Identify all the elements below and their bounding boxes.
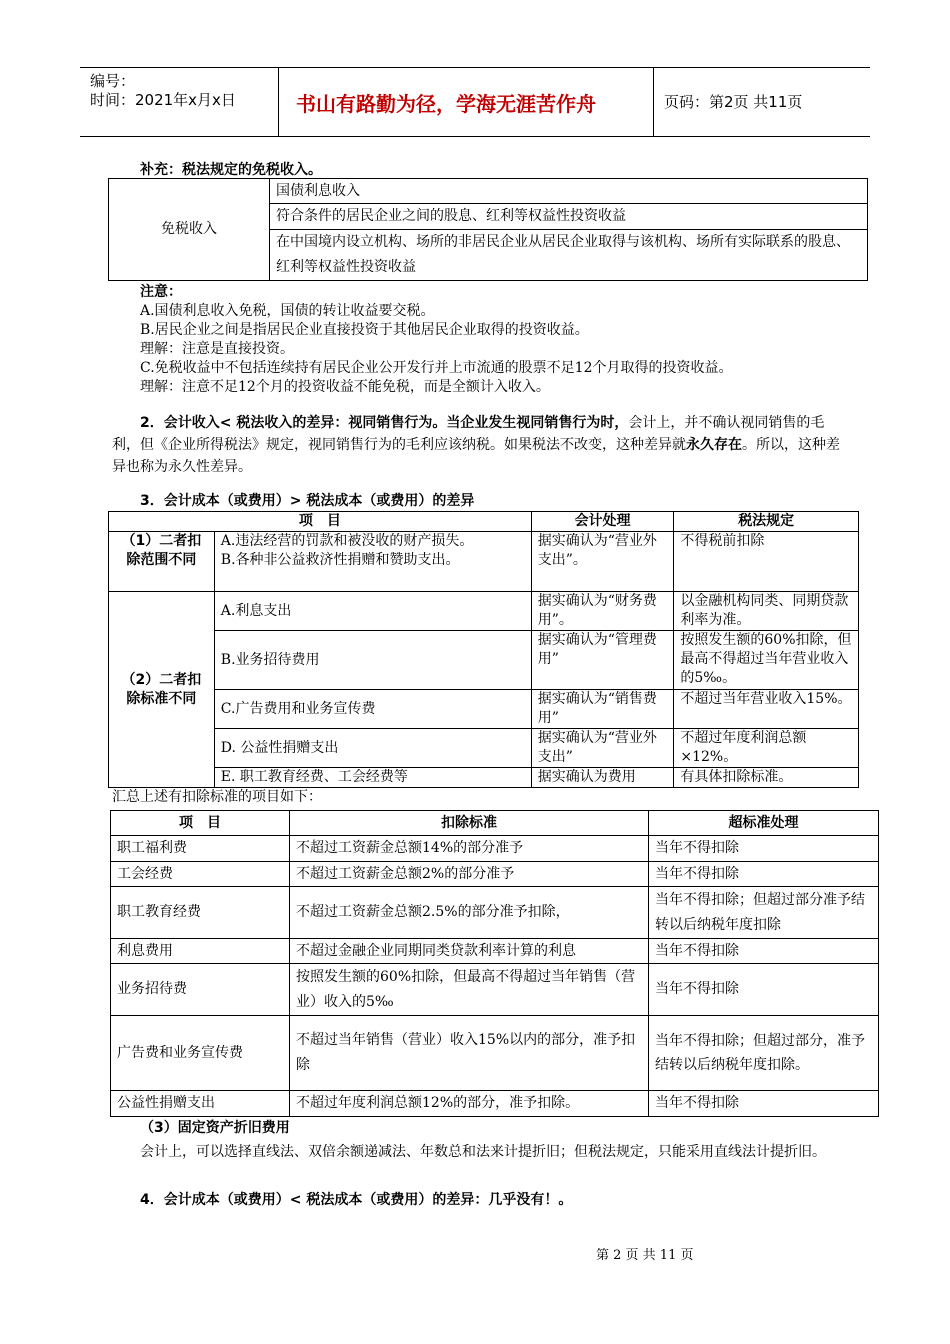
- col-header-tax: 税法规定: [674, 512, 859, 532]
- group2-item: B.业务招待费用: [214, 631, 531, 690]
- summary-std: 不超过工资薪金总额14%的部分准予: [290, 836, 649, 862]
- group2-acct: 据实确认为费用: [531, 768, 674, 788]
- summary-over: 当年不得扣除: [649, 939, 879, 964]
- summary-over: 当年不得扣除: [649, 836, 879, 862]
- summary-std: 不超过当年销售（营业）收入15%以内的部分，准予扣除: [290, 1016, 649, 1091]
- section2-paragraph: [112, 412, 847, 478]
- exempt-item: 在中国境内设立机构、场所的非居民企业从居民企业取得与该机构、场所有实际联系的股息、红利等权益性投资收益: [270, 230, 868, 281]
- summary-item: 广告费和业务宣传费: [111, 1016, 290, 1091]
- header-bottom-rule: [80, 136, 870, 137]
- group1-item-a: A.违法经营的罚款和被没收的财产损失。: [220, 533, 474, 549]
- group2-label: （2）二者扣除标准不同: [109, 592, 215, 788]
- header-number: 编号：: [90, 72, 136, 90]
- exempt-table: [108, 178, 868, 281]
- summary-item: 职工教育经费: [111, 887, 290, 939]
- summary-item: 公益性捐赠支出: [111, 1091, 290, 1117]
- summary-std: 不超过工资薪金总额2.5%的部分准予扣除，: [290, 887, 649, 939]
- note-line: A.国债利息收入免税，国债的转让收益要交税。: [140, 303, 435, 319]
- exempt-item: 国债利息收入: [270, 179, 868, 204]
- summary-item: 业务招待费: [111, 964, 290, 1016]
- section2-lead: 2．会计收入< 税法收入的差异：视同销售行为。当企业发生视同销售行为时，: [140, 415, 629, 431]
- group2-tax: 以金融机构同类、同期贷款利率为准。: [674, 592, 859, 631]
- group2-tax: 按照发生额的60%扣除，但最高不得超过当年营业收入的5‰。: [674, 631, 859, 690]
- header-date: 时间：2021年x月x日: [90, 91, 236, 109]
- summary-std: 不超过年度利润总额12%的部分，准予扣除。: [290, 1091, 649, 1117]
- summary-item: 职工福利费: [111, 836, 290, 862]
- note-line: 理解：注意是直接投资。: [140, 341, 294, 357]
- summary-table: [110, 810, 879, 1117]
- footer-page: 第 2 页 共 11 页: [596, 1248, 694, 1263]
- group1-tax: 不得税前扣除: [674, 532, 859, 592]
- note-line: 理解：注意不足12个月的投资收益不能免税，而是全额计入收入。: [140, 379, 550, 395]
- section4-heading: 4．会计成本（或费用）< 税法成本（或费用）的差异：几乎没有！。: [140, 1192, 573, 1208]
- summary-over: 当年不得扣除: [649, 964, 879, 1016]
- depreciation-text: 会计上，可以选择直线法、双倍余额递减法、年数总和法来计提折旧；但税法规定，只能采用直线法计提折旧。: [140, 1144, 826, 1160]
- group2-acct: 据实确认为“管理费用”: [531, 631, 674, 690]
- group2-item: C.广告费用和业务宣传费: [214, 690, 531, 729]
- section3-table: [108, 511, 859, 788]
- exempt-item: 符合条件的居民企业之间的股息、红利等权益性投资收益: [270, 204, 868, 230]
- summary-over: 当年不得扣除；但超过部分准予结转以后纳税年度扣除: [649, 887, 879, 939]
- summary-std: 不超过工资薪金总额2%的部分准予: [290, 862, 649, 887]
- summary-header-item: 项 目: [111, 811, 290, 836]
- header-motto: 书山有路勤为径，学海无涯苦作舟: [296, 92, 596, 116]
- notes-title: 注意：: [140, 284, 182, 300]
- group2-item: A.利息支出: [214, 592, 531, 631]
- summary-item: 工会经费: [111, 862, 290, 887]
- summary-over: 当年不得扣除；但超过部分，准予结转以后纳税年度扣除。: [649, 1016, 879, 1091]
- summary-std: 不超过金融企业同期同类贷款利率计算的利息: [290, 939, 649, 964]
- summary-item: 利息费用: [111, 939, 290, 964]
- group2-tax: 有具体扣除标准。: [674, 768, 859, 788]
- group2-acct: 据实确认为“营业外支出”: [531, 729, 674, 768]
- summary-over: 当年不得扣除: [649, 862, 879, 887]
- group2-item: E. 职工教育经费、工会经费等: [214, 768, 531, 788]
- col-header-acct: 会计处理: [531, 512, 674, 532]
- col-header-item: 项 目: [109, 512, 532, 532]
- exempt-heading: 补充：税法规定的免税收入。: [140, 162, 322, 178]
- group1-item-b: B.各种非公益救济性捐赠和赞助支出。: [220, 552, 460, 568]
- header-divider-left: [278, 67, 279, 137]
- group2-tax: 不超过当年营业收入15%。: [674, 690, 859, 729]
- summary-header-std: 扣除标准: [290, 811, 649, 836]
- section3-heading: 3．会计成本（或费用）> 税法成本（或费用）的差异: [140, 493, 475, 509]
- summary-header-over: 超标准处理: [649, 811, 879, 836]
- group2-acct: 据实确认为“财务费用”。: [531, 592, 674, 631]
- note-line: B.居民企业之间是指居民企业直接投资于其他居民企业取得的投资收益。: [140, 322, 589, 338]
- exempt-category: 免税收入: [109, 179, 270, 281]
- group1-acct: 据实确认为“营业外支出”。: [531, 532, 674, 592]
- summary-over: 当年不得扣除: [649, 1091, 879, 1117]
- section2-text2: 。所以，这种差异也称为永久性差异。: [112, 437, 840, 475]
- depreciation-heading: （3）固定资产折旧费用: [140, 1120, 290, 1136]
- group1-items: [214, 532, 531, 592]
- group2-tax: 不超过年度利润总额×12%。: [674, 729, 859, 768]
- group2-acct: 据实确认为“销售费用”: [531, 690, 674, 729]
- summary-std: 按照发生额的60%扣除，但最高不得超过当年销售（营业）收入的5‰: [290, 964, 649, 1016]
- header-page-label: 页码：第2页 共11页: [664, 93, 803, 111]
- header-top-rule: [80, 67, 870, 68]
- section2-text1: 会计上，并不确认视同销售的毛利，但《企业所得税法》规定，视同销售行为的毛利应该纳税。如果税法不改变，这种差异就: [112, 415, 825, 453]
- note-line: C.免税收益中不包括连续持有居民企业公开发行并上市流通的股票不足12个月取得的投资收益。: [140, 360, 733, 376]
- group1-label: （1）二者扣除范围不同: [109, 532, 215, 592]
- header-divider-right: [653, 67, 654, 137]
- summary-intro: 汇总上述有扣除标准的项目如下：: [112, 789, 322, 805]
- group2-item: D. 公益性捐赠支出: [214, 729, 531, 768]
- section2-bold: 永久存在: [686, 437, 742, 453]
